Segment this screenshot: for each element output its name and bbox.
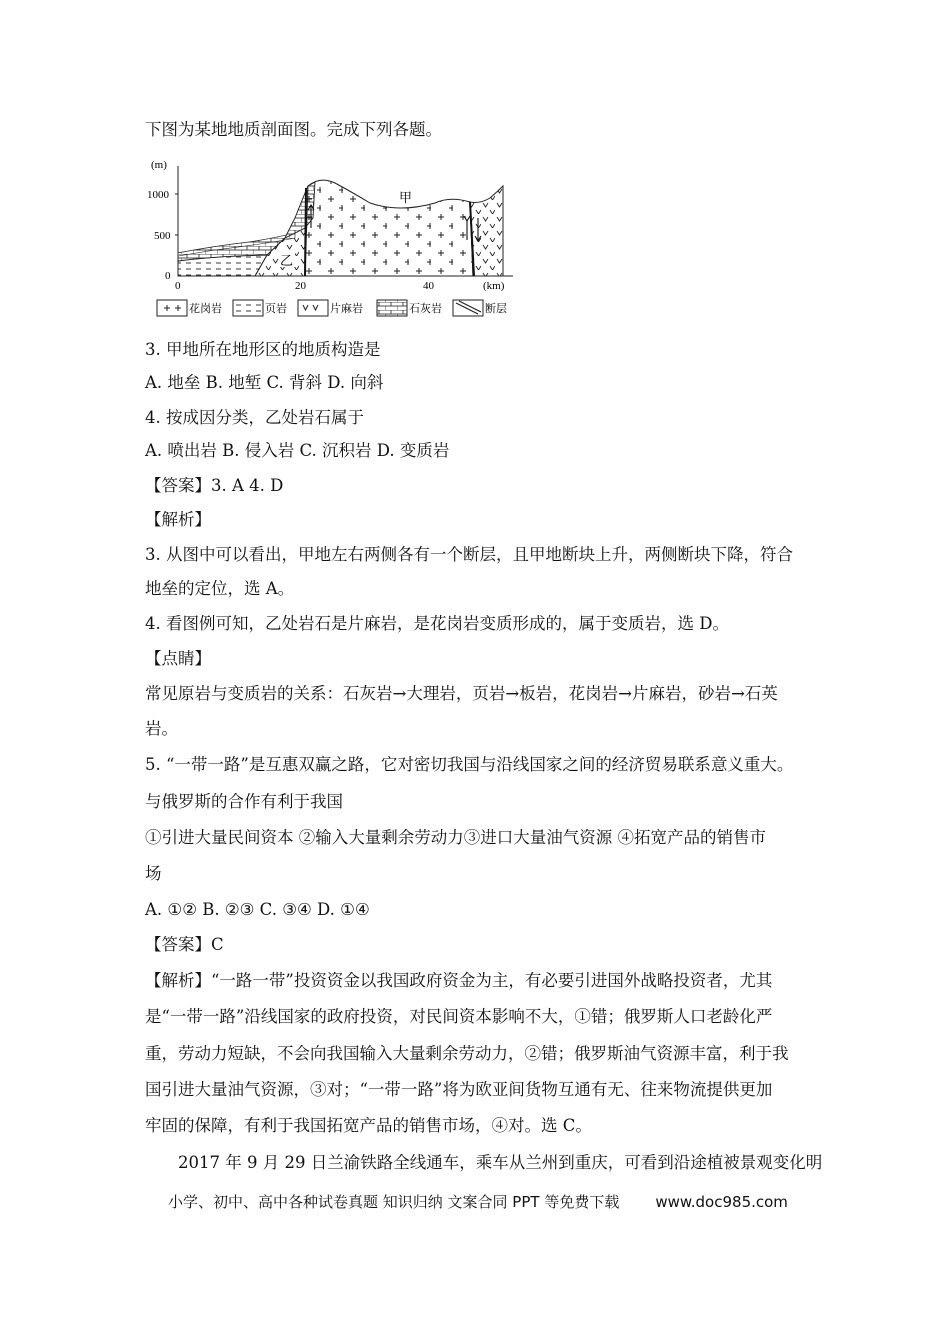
- y-unit-label: (m): [151, 159, 167, 171]
- question-3-stem: 3. 甲地所在地形区的地质构造是: [145, 340, 381, 359]
- label-jia: 甲: [399, 190, 413, 205]
- analysis-4: 4. 看图例可知，乙处岩石是片麻岩，是花岗岩变质形成的，属于变质岩，选 D。: [145, 614, 729, 633]
- x-tick-20: 20: [295, 280, 306, 292]
- legend: [157, 300, 507, 316]
- question-5-items-1: ①引进大量民间资本 ②输入大量剩余劳动力③进口大量油气资源 ④拓宽产品的销售市: [145, 828, 766, 847]
- analysis-5-line-5: 牢固的保障，有利于我国拓宽产品的销售市场，④对。选 C。: [145, 1116, 592, 1135]
- x-unit-label: (km): [483, 280, 505, 292]
- y-tick-500: 500: [154, 230, 171, 242]
- next-passage-line: 2017 年 9 月 29 日兰渝铁路全线通车，乘车从兰州到重庆，可看到沿途植被景观变化明: [178, 1153, 823, 1172]
- legend-shale: 页岩: [265, 303, 287, 315]
- legend-limestone: 石灰岩: [409, 303, 442, 315]
- question-5-line-2: 与俄罗斯的合作有利于我国: [145, 792, 343, 811]
- answer-5: 【答案】C: [145, 935, 224, 954]
- y-tick-0: 0: [165, 270, 171, 282]
- analysis-heading: 【解析】: [145, 510, 211, 529]
- gneiss-right-block: [470, 186, 503, 276]
- analysis-5-line-2: 是“一带一路”沿线国家的政府投资，对民间资本影响不大，①错；俄罗斯人口老龄化严: [145, 1007, 773, 1026]
- tip-line-2: 岩。: [145, 719, 178, 738]
- analysis-5-line-1: 【解析】“一路一带”投资资金以我国政府资金为主，有必要引进国外战略投资者，尤其: [145, 971, 773, 990]
- intro-text: 下图为某地地质剖面图。完成下列各题。: [145, 120, 442, 139]
- question-3-options: A. 地垒 B. 地堑 C. 背斜 D. 向斜: [145, 373, 384, 392]
- answer-3-4: 【答案】3. A 4. D: [145, 476, 284, 495]
- analysis-3-line-2: 地垒的定位，选 A。: [145, 579, 295, 598]
- y-tick-1000: 1000: [147, 189, 169, 201]
- label-yi: 乙: [280, 253, 294, 268]
- question-5-items-2: 场: [145, 864, 162, 883]
- x-tick-0: 0: [175, 280, 181, 292]
- fault-left: [305, 188, 306, 276]
- footer-text: 小学、初中、高中各种试卷真题 知识归纳 文案合同 PPT 等免费下载: [168, 1193, 620, 1211]
- footer: [168, 1191, 788, 1212]
- legend-gneiss: 片麻岩: [330, 303, 363, 315]
- geologic-cross-section-figure: [145, 158, 525, 320]
- question-5-options: A. ①② B. ②③ C. ③④ D. ①④: [145, 900, 370, 919]
- legend-granite: 花岗岩: [189, 303, 222, 315]
- legend-fault: 断层: [485, 303, 507, 315]
- analysis-5-line-4: 国引进大量油气资源，③对；“一带一路”将为欧亚间货物互通有无、往来物流提供更加: [145, 1080, 773, 1099]
- question-5-line-1: 5. “一带一路”是互惠双赢之路，它对密切我国与沿线国家之间的经济贸易联系意义重大。: [145, 755, 794, 774]
- analysis-5-line-3: 重，劳动力短缺，不会向我国输入大量剩余劳动力，②错；俄罗斯油气资源丰富，利于我: [145, 1044, 789, 1063]
- granite-block-jia: [305, 180, 473, 276]
- tip-heading: 【点睛】: [145, 649, 211, 668]
- x-tick-40: 40: [423, 280, 434, 292]
- analysis-3-line-1: 3. 从图中可以看出，甲地左右两侧各有一个断层，且甲地断块上升，两侧断块下降，符合: [145, 545, 793, 564]
- question-4-stem: 4. 按成因分类，乙处岩石属于: [145, 408, 364, 427]
- question-4-options: A. 喷出岩 B. 侵入岩 C. 沉积岩 D. 变质岩: [145, 441, 450, 460]
- tip-line-1: 常见原岩与变质岩的关系：石灰岩→大理岩，页岩→板岩，花岗岩→片麻岩，砂岩→石英: [145, 684, 778, 703]
- footer-url[interactable]: www.doc985.com: [655, 1193, 788, 1211]
